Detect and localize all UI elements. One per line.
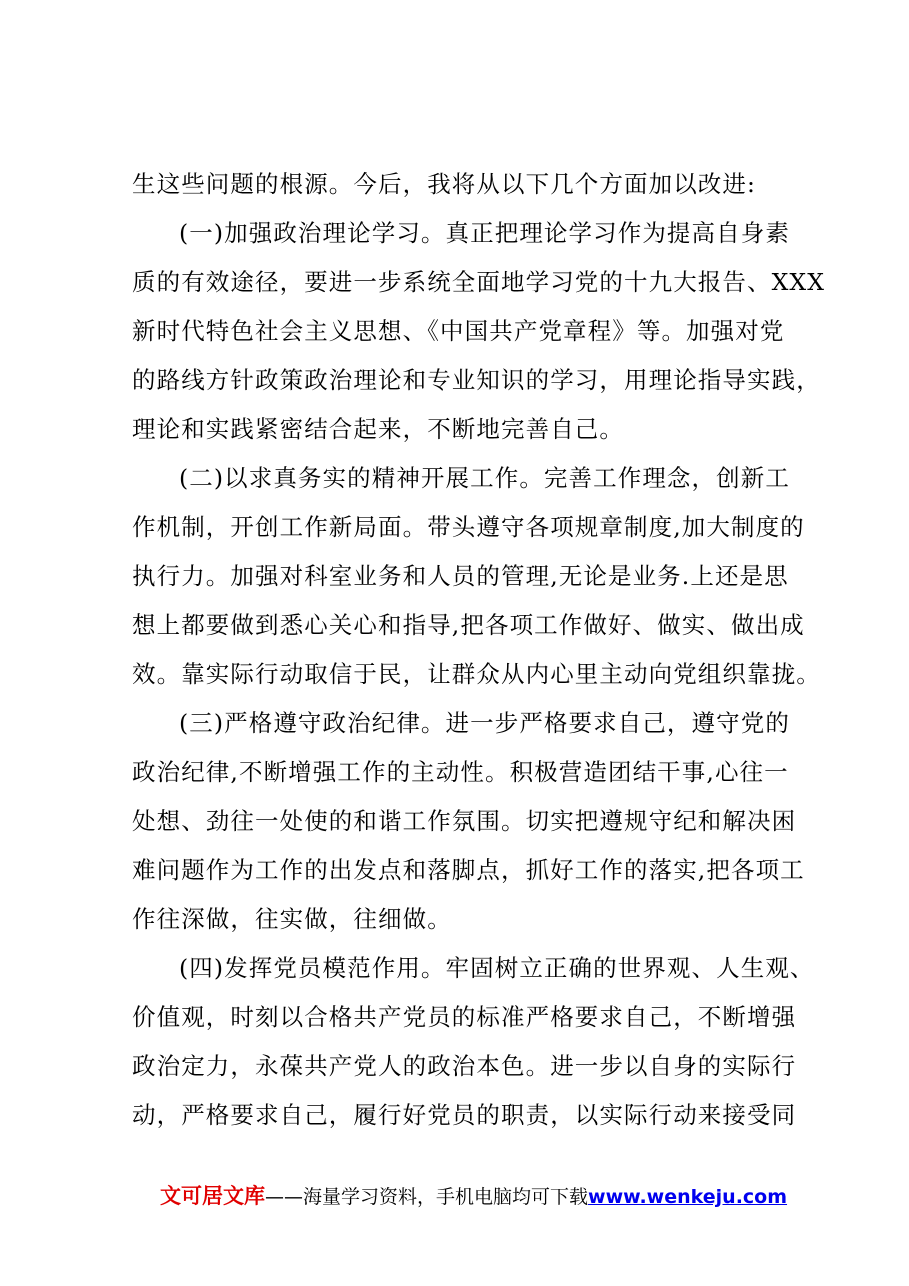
text-line: 新时代特色社会主义思想、《中国共产党章程》等。加强对党 [132,317,785,345]
footer-banner [160,1182,800,1211]
text-line: 作往深做，往实做，往细做。 [132,905,452,933]
document-body [132,160,826,1140]
text-line: (一)加强政治理论学习。真正把理论学习作为提高自身素 [179,219,790,247]
text-line: (二)以求真务实的精神开展工作。完善工作理念，创新工 [179,464,790,492]
text-line: 作机制，开创工作新局面。带头遵守各项规章制度,加大制度的 [132,513,805,541]
text-line: 难问题作为工作的出发点和落脚点，抓好工作的落实,把各项工 [132,856,805,884]
footer-brand: 文可居文库 [160,1184,265,1208]
text-line: 政治纪律,不断增强工作的主动性。积极营造团结干事,心往一 [132,758,789,786]
text-line: 质的有效途径，要进一步系统全面地学习党的十九大报告、XXX [132,268,826,296]
text-line: 的路线方针政策政治理论和专业知识的学习，用理论指导实践， [132,366,821,394]
text-line: 想上都要做到悉心关心和指导,把各项工作做好、做实、做出成 [132,611,805,639]
text-line: (三)严格遵守政治纪律。进一步严格要求自己，遵守党的 [179,709,790,737]
text-line: 政治定力，永葆共产党人的政治本色。进一步以自身的实际行 [132,1052,797,1080]
text-line: 处想、劲往一处使的和谐工作氛围。切实把遵规守纪和解决困 [132,807,797,835]
footer-url-link[interactable]: www.wenkeju.com [588,1186,788,1208]
text-line: 理论和实践紧密结合起来，不断地完善自己。 [132,415,624,443]
text-line: 价值观，时刻以合格共产党员的标准严格要求自己，不断增强 [132,1003,797,1031]
text-line: (四)发挥党员模范作用。牢固树立正确的世界观、人生观、 [179,954,815,982]
footer-slogan: ——海量学习资料，手机电脑均可下载 [265,1186,589,1208]
text-line: 生这些问题的根源。今后，我将从以下几个方面加以改进: [132,170,757,198]
text-line: 效。靠实际行动取信于民，让群众从内心里主动向党组织靠拢。 [132,660,821,688]
text-line: 动，严格要求自己，履行好党员的职责，以实际行动来接受同 [132,1101,797,1129]
text-line: 执行力。加强对科室业务和人员的管理,无论是业务.上还是思 [132,562,789,590]
